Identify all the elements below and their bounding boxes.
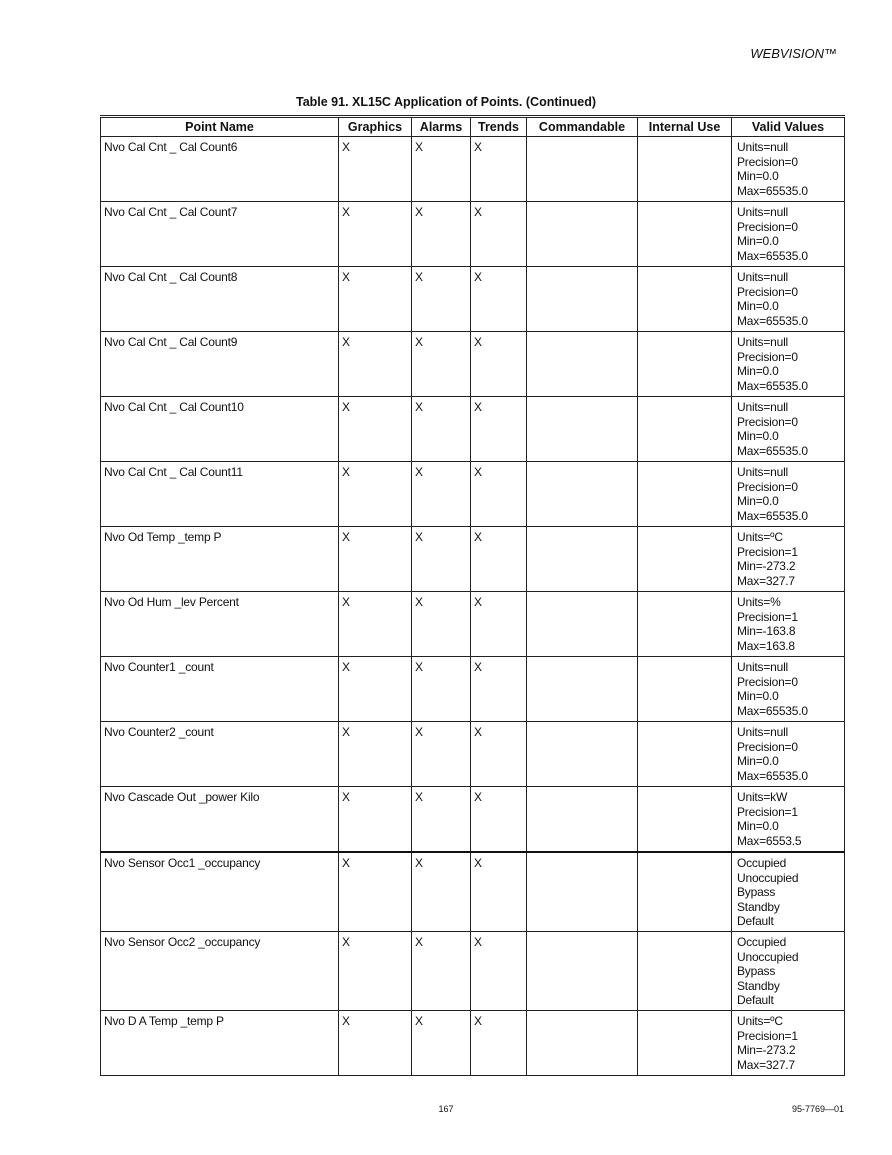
cell-graphics: X (339, 332, 412, 397)
table-row (101, 527, 845, 592)
cell-valid-values: Units=null Precision=0 Min=0.0 Max=65535.0 (732, 332, 845, 397)
cell-trends: X (471, 657, 527, 722)
cell-graphics: X (339, 527, 412, 592)
table-header-row (101, 117, 845, 137)
cell-point-name: Nvo Sensor Occ2 _occupancy (101, 932, 339, 1011)
cell-commandable (527, 592, 638, 657)
cell-point-name: Nvo Cascade Out _power Kilo (101, 787, 339, 853)
cell-alarms: X (412, 932, 471, 1011)
cell-trends: X (471, 527, 527, 592)
cell-graphics: X (339, 592, 412, 657)
cell-internal-use (638, 787, 732, 853)
points-table (100, 115, 845, 1076)
cell-internal-use (638, 1011, 732, 1076)
cell-graphics: X (339, 657, 412, 722)
cell-valid-values: Units=ºC Precision=1 Min=-273.2 Max=327.7 (732, 1011, 845, 1076)
cell-alarms: X (412, 852, 471, 932)
cell-internal-use (638, 722, 732, 787)
cell-point-name: Nvo Counter1 _count (101, 657, 339, 722)
cell-graphics: X (339, 852, 412, 932)
table-row (101, 787, 845, 853)
cell-trends: X (471, 932, 527, 1011)
col-header-alarms: Alarms (412, 117, 471, 137)
cell-trends: X (471, 267, 527, 332)
col-header-commandable: Commandable (527, 117, 638, 137)
table-row (101, 137, 845, 202)
cell-graphics: X (339, 397, 412, 462)
cell-internal-use (638, 592, 732, 657)
cell-trends: X (471, 787, 527, 853)
cell-internal-use (638, 202, 732, 267)
cell-trends: X (471, 137, 527, 202)
cell-valid-values: Units=null Precision=0 Min=0.0 Max=65535.0 (732, 397, 845, 462)
cell-alarms: X (412, 332, 471, 397)
cell-graphics: X (339, 267, 412, 332)
cell-internal-use (638, 462, 732, 527)
cell-commandable (527, 202, 638, 267)
col-header-internal-use: Internal Use (638, 117, 732, 137)
cell-commandable (527, 1011, 638, 1076)
table-row (101, 397, 845, 462)
cell-alarms: X (412, 1011, 471, 1076)
cell-internal-use (638, 332, 732, 397)
cell-point-name: Nvo Sensor Occ1 _occupancy (101, 852, 339, 932)
cell-point-name: Nvo Cal Cnt _ Cal Count11 (101, 462, 339, 527)
table-row (101, 1011, 845, 1076)
cell-commandable (527, 267, 638, 332)
cell-trends: X (471, 592, 527, 657)
cell-internal-use (638, 397, 732, 462)
table-row (101, 332, 845, 397)
cell-commandable (527, 462, 638, 527)
cell-internal-use (638, 932, 732, 1011)
cell-point-name: Nvo Cal Cnt _ Cal Count6 (101, 137, 339, 202)
cell-valid-values: Units=ºC Precision=1 Min=-273.2 Max=327.7 (732, 527, 845, 592)
cell-graphics: X (339, 462, 412, 527)
cell-internal-use (638, 137, 732, 202)
cell-alarms: X (412, 462, 471, 527)
cell-trends: X (471, 332, 527, 397)
cell-commandable (527, 722, 638, 787)
cell-alarms: X (412, 267, 471, 332)
cell-valid-values: Units=null Precision=0 Min=0.0 Max=65535.0 (732, 462, 845, 527)
table-row (101, 722, 845, 787)
cell-graphics: X (339, 1011, 412, 1076)
cell-valid-values: Units=null Precision=0 Min=0.0 Max=65535.0 (732, 202, 845, 267)
cell-commandable (527, 332, 638, 397)
cell-internal-use (638, 527, 732, 592)
brand-header: WEBVISION™ (750, 46, 837, 61)
cell-point-name: Nvo Cal Cnt _ Cal Count8 (101, 267, 339, 332)
cell-internal-use (638, 657, 732, 722)
cell-valid-values: Occupied Unoccupied Bypass Standby Default (732, 932, 845, 1011)
cell-point-name: Nvo D A Temp _temp P (101, 1011, 339, 1076)
cell-alarms: X (412, 397, 471, 462)
cell-trends: X (471, 397, 527, 462)
cell-trends: X (471, 852, 527, 932)
cell-trends: X (471, 462, 527, 527)
cell-trends: X (471, 1011, 527, 1076)
cell-commandable (527, 657, 638, 722)
cell-alarms: X (412, 722, 471, 787)
cell-commandable (527, 137, 638, 202)
cell-valid-values: Units=null Precision=0 Min=0.0 Max=65535.0 (732, 267, 845, 332)
table-caption: Table 91. XL15C Application of Points. (Continued) (295, 95, 596, 109)
cell-alarms: X (412, 592, 471, 657)
cell-commandable (527, 527, 638, 592)
cell-internal-use (638, 267, 732, 332)
cell-trends: X (471, 722, 527, 787)
cell-commandable (527, 397, 638, 462)
cell-graphics: X (339, 137, 412, 202)
cell-valid-values: Units=null Precision=0 Min=0.0 Max=65535.0 (732, 657, 845, 722)
cell-trends: X (471, 202, 527, 267)
cell-graphics: X (339, 787, 412, 853)
cell-alarms: X (412, 527, 471, 592)
table-row (101, 932, 845, 1011)
cell-valid-values: Units=null Precision=0 Min=0.0 Max=65535.0 (732, 137, 845, 202)
cell-point-name: Nvo Od Hum _lev Percent (101, 592, 339, 657)
cell-commandable (527, 787, 638, 853)
cell-point-name: Nvo Cal Cnt _ Cal Count9 (101, 332, 339, 397)
cell-alarms: X (412, 787, 471, 853)
cell-graphics: X (339, 932, 412, 1011)
cell-commandable (527, 852, 638, 932)
col-header-point-name: Point Name (101, 117, 339, 137)
cell-point-name: Nvo Cal Cnt _ Cal Count10 (101, 397, 339, 462)
cell-point-name: Nvo Counter2 _count (101, 722, 339, 787)
cell-point-name: Nvo Cal Cnt _ Cal Count7 (101, 202, 339, 267)
cell-valid-values: Occupied Unoccupied Bypass Standby Default (732, 852, 845, 932)
table-row (101, 852, 845, 932)
cell-graphics: X (339, 722, 412, 787)
col-header-graphics: Graphics (339, 117, 412, 137)
table-row (101, 462, 845, 527)
cell-valid-values: Units=null Precision=0 Min=0.0 Max=65535.0 (732, 722, 845, 787)
cell-alarms: X (412, 657, 471, 722)
cell-valid-values: Units=kW Precision=1 Min=0.0 Max=6553.5 (732, 787, 845, 853)
page-number: 167 (438, 1104, 454, 1114)
document-number: 95-7769—01 (791, 1104, 844, 1114)
table-row (101, 202, 845, 267)
table-row (101, 592, 845, 657)
col-header-valid-values: Valid Values (732, 117, 845, 137)
cell-alarms: X (412, 137, 471, 202)
cell-internal-use (638, 852, 732, 932)
cell-valid-values: Units=% Precision=1 Min=-163.8 Max=163.8 (732, 592, 845, 657)
col-header-trends: Trends (471, 117, 527, 137)
cell-graphics: X (339, 202, 412, 267)
cell-alarms: X (412, 202, 471, 267)
cell-point-name: Nvo Od Temp _temp P (101, 527, 339, 592)
table-row (101, 657, 845, 722)
table-row (101, 267, 845, 332)
cell-commandable (527, 932, 638, 1011)
